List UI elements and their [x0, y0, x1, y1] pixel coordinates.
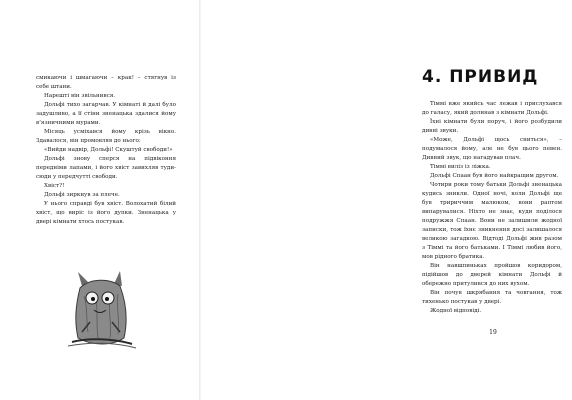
page-number: 19 [489, 329, 497, 336]
paragraph: Місяць усміхався йому крізь вікно. Здавалося, він промовляв до нього: [36, 129, 176, 144]
left-page [0, 0, 200, 400]
paragraph: Хвіст?! [44, 183, 65, 189]
right-pupil [105, 297, 109, 301]
paragraph: Він навшпиньках пройшов коридором, підійшов до дверей кімнати Дольфі й обережно притулився до них вухом. [422, 263, 562, 287]
creature-illustration [62, 268, 138, 350]
paragraph: Тіммі вже якийсь час лежав і прислухався до галасу, який долинав з кімнати Дольфі. [422, 101, 562, 116]
paragraph: Дольфі тихо загарчав. У кімнаті й далі було задушливо, а її стіни зненацька здалися йому в’язничними мурами. [36, 102, 176, 126]
left-page-text [36, 74, 176, 227]
paragraph: Чотири роки тому батьки Дольфі зненацька кудись зникли. Одної ночі, коли Дольфі ще був тририччим малюком, вони раптом випарувалися. Ніхто не знає, куди поділося подружжя Спаан. Вони не залишили жодної записки, тож їхнє зникнення досі залишалося великою загадкою. Відтоді Дольфі жив разом з Тіммі та його батьками. І Тіммі любив його, мов рідного братика. [422, 182, 562, 260]
left-pupil [91, 297, 95, 301]
chapter-title: 4. ПРИВИД [422, 67, 539, 87]
paragraph: Нарешті він звільнився. [44, 93, 116, 99]
paragraph: Він почув шкрябання та човгання, тож тихенько постукав у двері. [422, 290, 562, 305]
paragraph: Жодної відповіді. [430, 308, 482, 314]
paragraph: У нього справді був хвіст. Волохатий білий хвіст, що виріс із його дупки. Зненацька у двері кімнати хтось постукав. [36, 201, 176, 225]
paragraph: Дольфі знову сперся на підвіконня передніми лапами, і його хвіст завихляв туди-сюди у передчутті свободи. [36, 156, 176, 180]
right-page [200, 0, 562, 400]
paragraph: «Вийди надвір, Дольфі! Скуштуй свободи!» [44, 147, 173, 153]
paragraph: Дольфі Спаан був його найкращим другом. [430, 173, 559, 179]
paragraph: Їхні кімнати були поруч, і його розбудили дивні звуки. [422, 119, 562, 134]
right-page-text [422, 100, 562, 316]
paragraph: Дольфі зиркнув за плече. [44, 192, 120, 198]
paragraph: Тіммі виліз із ліжка. [430, 164, 491, 170]
paragraph: «Може, Дольфі щось сниться», – подумалося йому, але не був цього певен. Дивний звук, що нагадував плач. [422, 137, 562, 161]
paragraph: смикаючи і шмагаючи – крак! – стягнув із себе штани. [36, 75, 176, 90]
